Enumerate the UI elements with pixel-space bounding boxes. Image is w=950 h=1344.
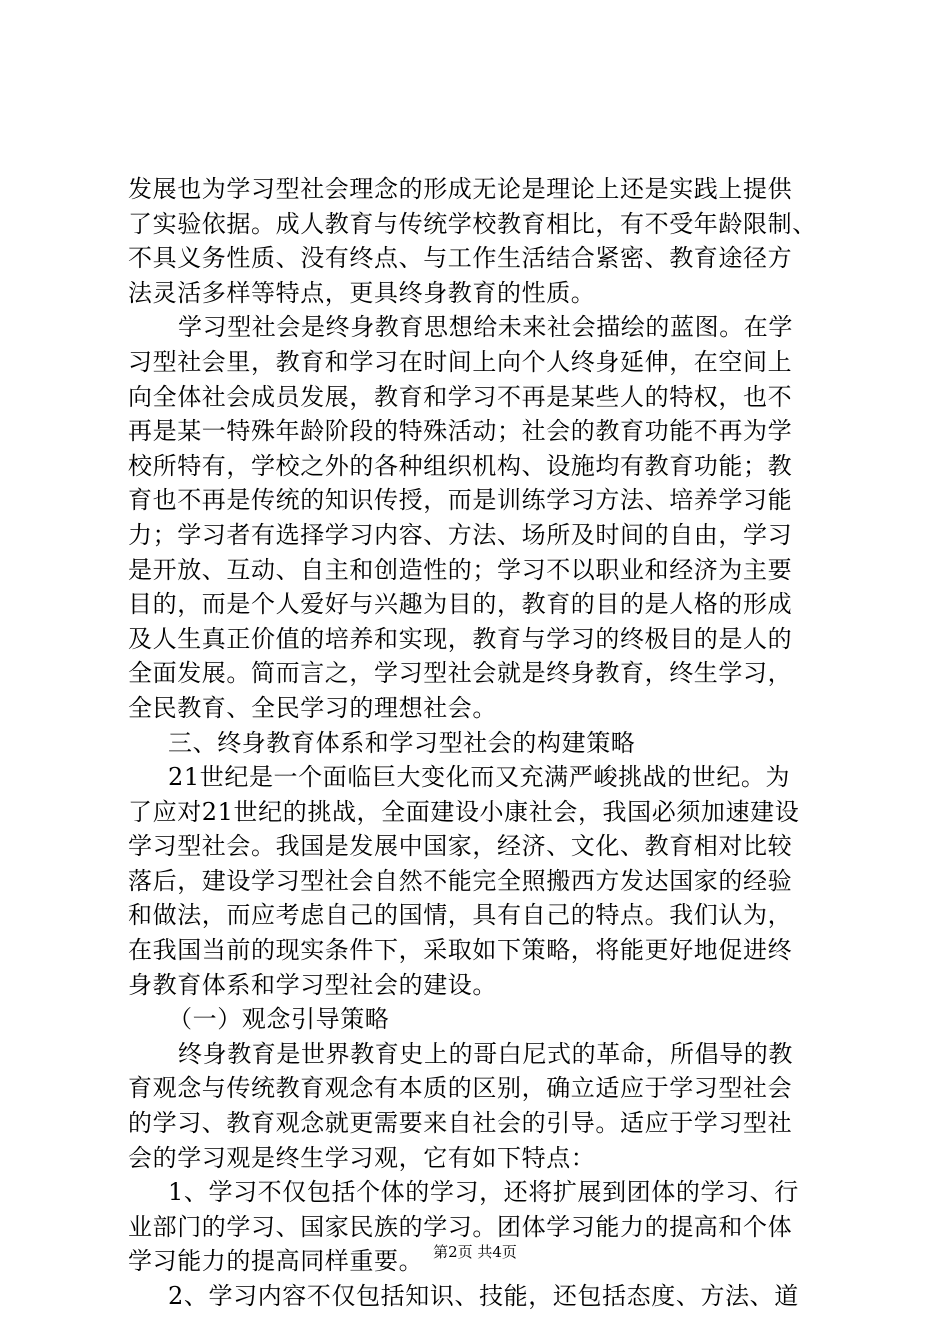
text-line: 在我国当前的现实条件下，采取如下策略，将能更好地促进终 xyxy=(128,936,793,965)
text-line: 育也不再是传统的知识传授，而是训练学习方法、培养学习能 xyxy=(128,486,793,515)
text-line: 学习能力的提高同样重要。 xyxy=(128,1247,424,1276)
text-line: 向全体社会成员发展，教育和学习不再是某些人的特权，也不 xyxy=(128,382,793,411)
text-line: 的学习、教育观念就更需要来自社会的引导。适应于学习型社 xyxy=(128,1109,793,1138)
text-line: 目的，而是个人爱好与兴趣为目的，教育的目的是人格的形成 xyxy=(128,590,793,619)
text-line: 力；学习者有选择学习内容、方法、场所及时间的自由，学习 xyxy=(128,520,793,549)
text-line: （一）观念引导策略 xyxy=(168,1005,390,1034)
text-line: 身教育体系和学习型社会的建设。 xyxy=(128,970,497,999)
text-line: 全面发展。简而言之，学习型社会就是终身教育，终生学习， xyxy=(128,659,793,688)
text-line: 学习型社会。我国是发展中国家，经济、文化、教育相对比较 xyxy=(128,832,793,861)
text-line: 落后，建设学习型社会自然不能完全照搬西方发达国家的经验 xyxy=(128,866,793,895)
text-line: 会的学习观是终生学习观，它有如下特点： xyxy=(128,1143,596,1172)
text-line: 了实验依据。成人教育与传统学校教育相比，有不受年龄限制、 xyxy=(128,209,817,238)
text-line: 了应对21世纪的挑战，全面建设小康社会，我国必须加速建设 xyxy=(128,797,800,826)
text-line: 终身教育是世界教育史上的哥白尼式的革命，所倡导的教 xyxy=(178,1039,793,1068)
text-line: 学习型社会是终身教育思想给未来社会描绘的蓝图。在学 xyxy=(178,313,793,342)
text-line: 再是某一特殊年龄阶段的特殊活动；社会的教育功能不再为学 xyxy=(128,417,793,446)
document-body xyxy=(128,172,840,1314)
text-line: 不具义务性质、没有终点、与工作生活结合紧密、教育途径方 xyxy=(128,244,793,273)
text-line: 是开放、互动、自主和创造性的；学习不以职业和经济为主要 xyxy=(128,555,793,584)
page-footer: 第2页 共4页 xyxy=(433,1243,517,1261)
text-line: 育观念与传统教育观念有本质的区别，确立适应于学习型社会 xyxy=(128,1074,793,1103)
text-line: 21世纪是一个面临巨大变化而又充满严峻挑战的世纪。为 xyxy=(168,763,791,792)
text-line: 1、学习不仅包括个体的学习，还将扩展到团体的学习、行 xyxy=(168,1178,799,1207)
text-line: 全民教育、全民学习的理想社会。 xyxy=(128,693,497,722)
text-line: 和做法，而应考虑自己的国情，具有自己的特点。我们认为， xyxy=(128,901,793,930)
text-line: 及人生真正价值的培养和实现，教育与学习的终极目的是人的 xyxy=(128,624,793,653)
text-line: 法灵活多样等特点，更具终身教育的性质。 xyxy=(128,278,596,307)
text-line: 习型社会里，教育和学习在时间上向个人终身延伸，在空间上 xyxy=(128,347,793,376)
text-line: 发展也为学习型社会理念的形成无论是理论上还是实践上提供 xyxy=(128,175,793,203)
text-line: 三、终身教育体系和学习型社会的构建策略 xyxy=(168,728,636,757)
text-line: 校所特有，学校之外的各种组织机构、设施均有教育功能；教 xyxy=(128,451,793,480)
text-line: 2、学习内容不仅包括知识、技能，还包括态度、方法、道 xyxy=(168,1282,799,1310)
text-line: 业部门的学习、国家民族的学习。团体学习能力的提高和个体 xyxy=(128,1212,793,1241)
